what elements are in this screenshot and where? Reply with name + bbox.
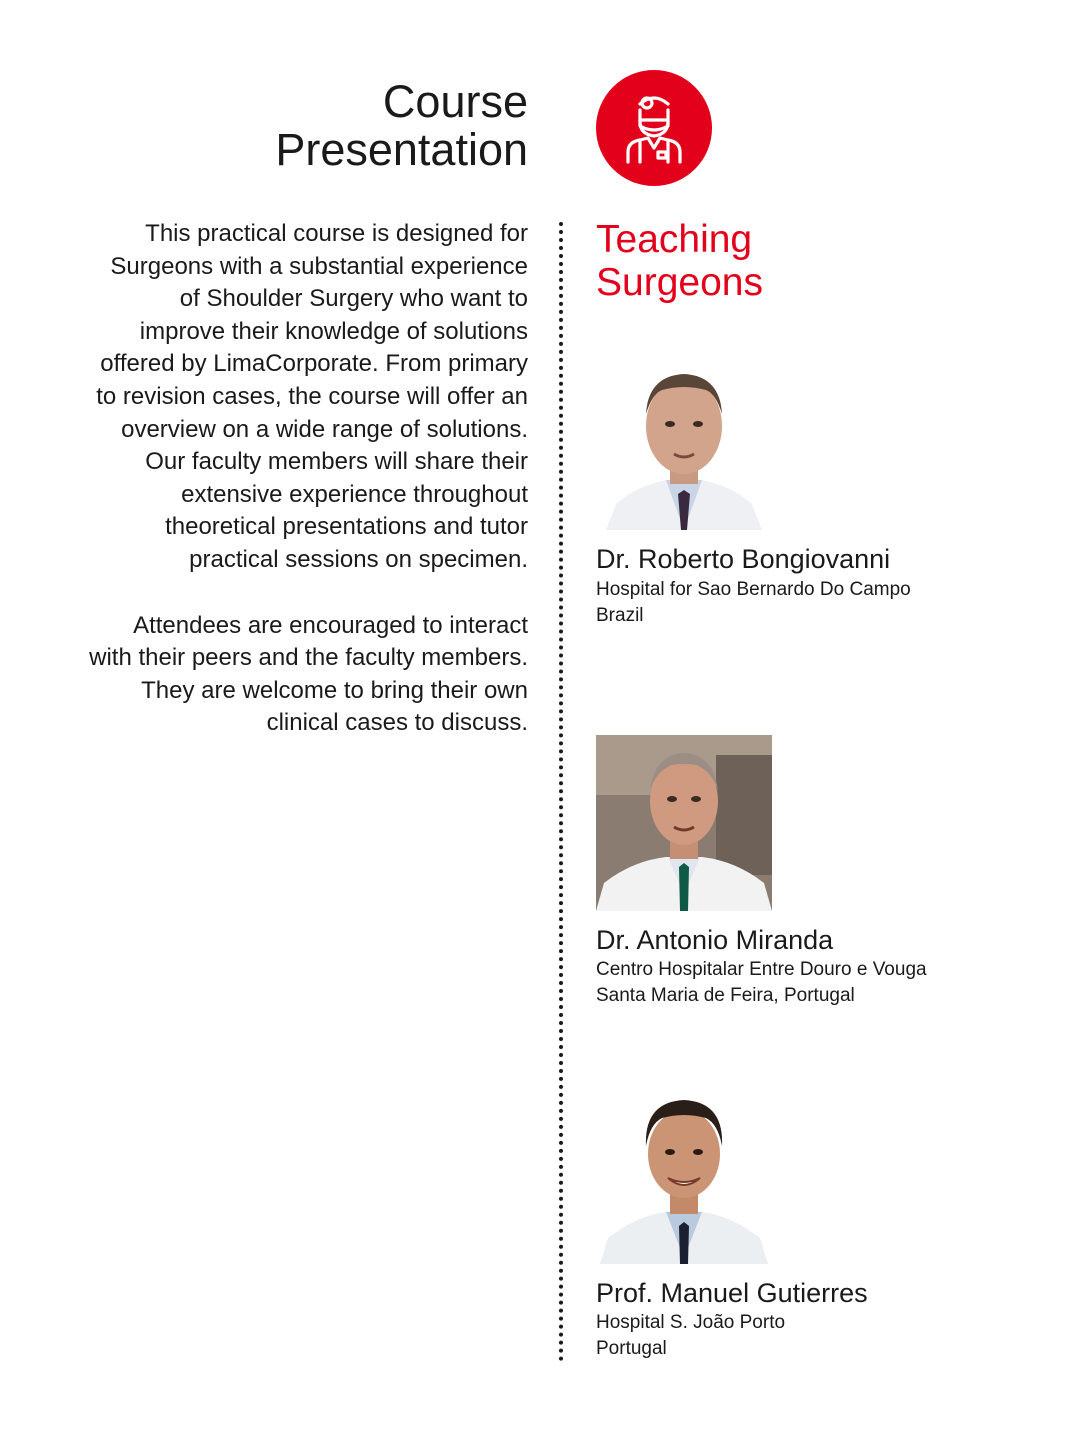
course-title-line2: Presentation [275, 124, 528, 175]
course-description [88, 218, 528, 773]
faculty-name-3: Prof. Manuel Gutierres [596, 1278, 868, 1308]
course-title [108, 78, 528, 174]
faculty-country-1: Brazil [596, 605, 644, 626]
faculty-affiliation-3: Hospital S. João Porto [596, 1312, 786, 1333]
teaching-title-line2: Surgeons [596, 261, 763, 304]
teaching-title-line1: Teaching [596, 218, 753, 261]
course-paragraph-1: This practical course is designed for Surgeons with a substantial experience of Shoulder Surgery who want to improve their knowledge of solutions offered by LimaCorporate. From primary to revision cases, the course will offer an overview on a wide range of solutions. Our faculty members will share their extensive experience throughout theoretical presentations and tutor practical sessions on specimen. [96, 220, 528, 573]
faculty-photo-gutierres [596, 1088, 772, 1264]
faculty-name-1: Dr. Roberto Bongiovanni [596, 544, 891, 574]
faculty-country-3: Portugal [596, 1338, 667, 1359]
course-paragraph-2: Attendees are encouraged to interact with their peers and the faculty members. They are welcome to bring their own clinical cases to discuss. [89, 611, 528, 737]
faculty-country-2: Santa Maria de Feira, Portugal [596, 985, 855, 1006]
dotted-divider [559, 222, 563, 1362]
faculty-name-2: Dr. Antonio Miranda [596, 925, 834, 955]
faculty-affiliation-1: Hospital for Sao Bernardo Do Campo [596, 579, 911, 600]
surgeon-icon [596, 70, 712, 186]
faculty-photo-miranda [596, 735, 772, 911]
faculty-photo-bongiovanni [596, 354, 772, 530]
faculty-affiliation-2: Centro Hospitalar Entre Douro e Vouga [596, 959, 927, 980]
course-title-line1: Course [382, 76, 528, 127]
teaching-surgeons-title [596, 218, 763, 304]
